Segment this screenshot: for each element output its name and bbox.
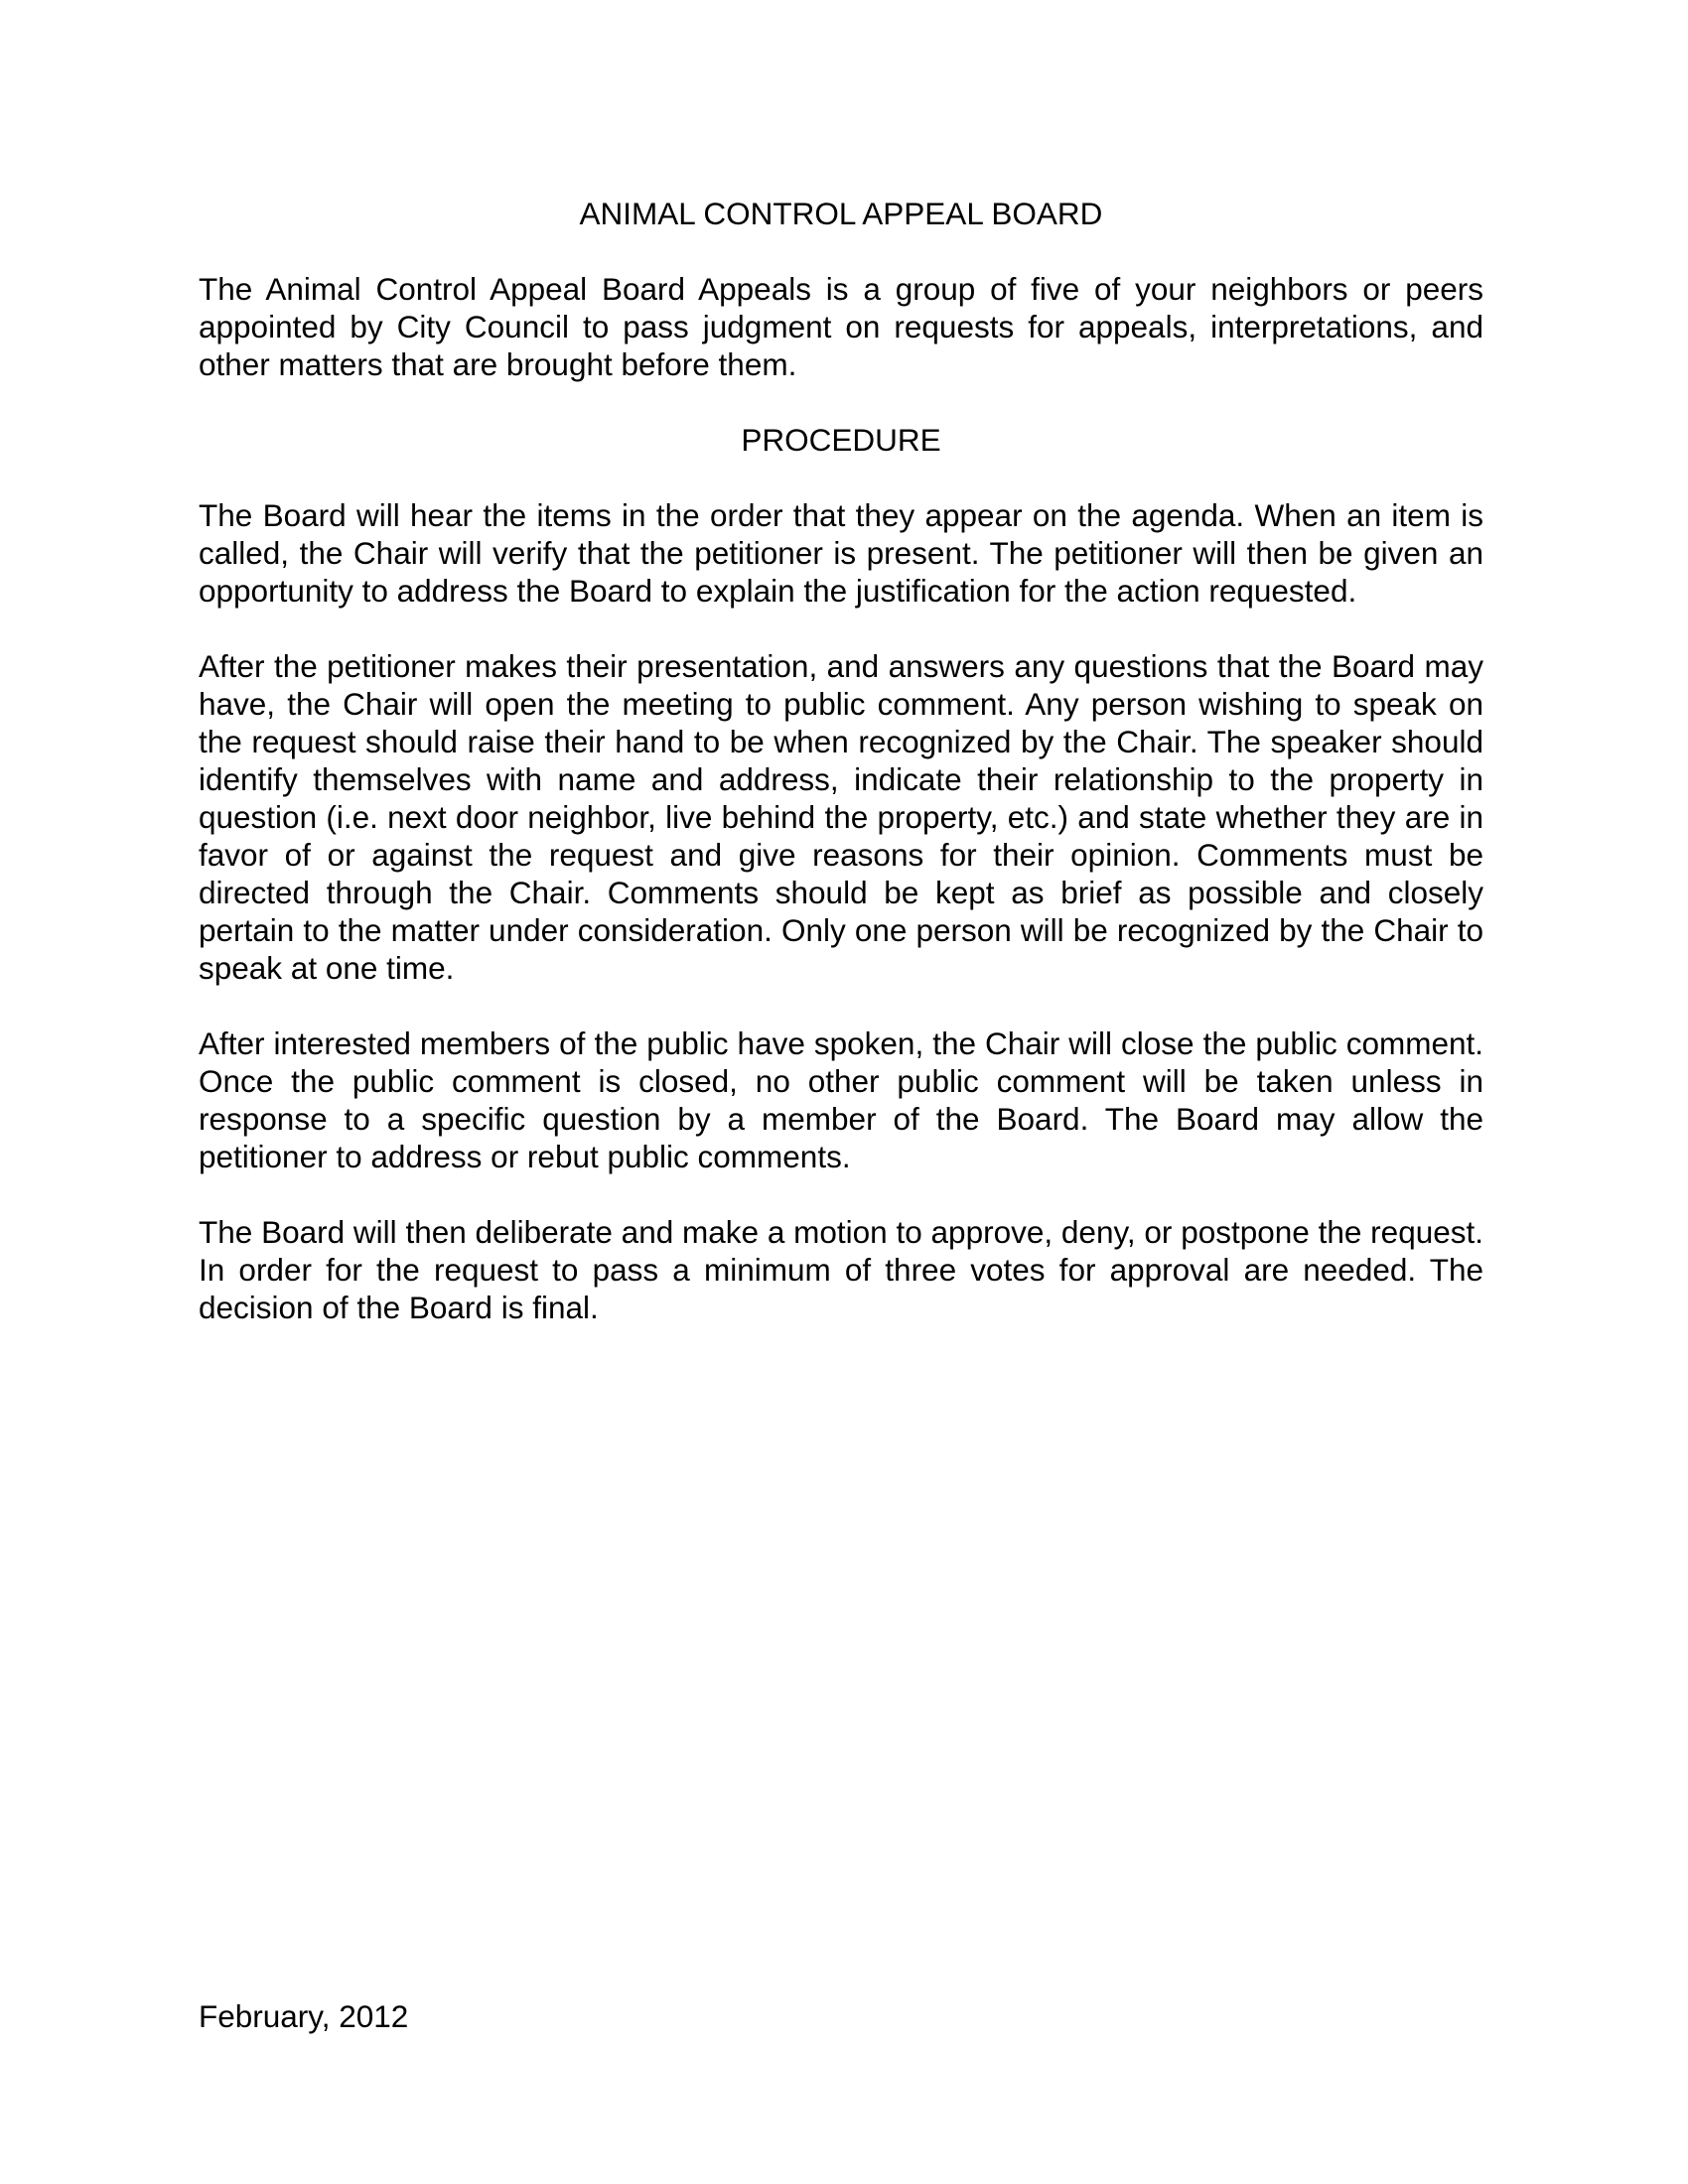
procedure-paragraph-public-comment: After the petitioner makes their presentation, and answers any questions that the Board may have, the Chair will open the meeting to public comment. Any person wishing to speak on the request should raise their hand to be when recognized by the Chair. The speaker should identify themselves with name and address, indicate their relationship to the property in question (i.e. next door neighbor, live behind the property, etc.) and state whether they are in favor of or against the request and give reasons for their opinion. Comments must be directed through the Chair. Comments should be kept as brief as possible and closely pertain to the matter under consideration. Only one person will be recognized by the Chair to speak at one time. xyxy=(199,648,1483,986)
procedure-paragraph-close-comment: After interested members of the public have spoken, the Chair will close the public comment. Once the public comment is closed, no other public comment will be taken unless in response to a specific question by a member of the Board. The Board may allow the petitioner to address or rebut public comments. xyxy=(199,1025,1483,1174)
procedure-paragraph-order: The Board will hear the items in the order that they appear on the agenda. When an item is called, the Chair will verify that the petitioner is present. The petitioner will then be given an opportunity to address the Board to explain the justification for the action requested. xyxy=(199,497,1483,609)
procedure-heading: PROCEDURE xyxy=(741,422,941,458)
document-title: ANIMAL CONTROL APPEAL BOARD xyxy=(579,196,1103,231)
intro-paragraph: The Animal Control Appeal Board Appeals is a group of five of your neighbors or peers appointed by City Council to pass judgment on requests for appeals, interpretations, and other matters that are brought before them. xyxy=(199,271,1483,382)
footer-date: February, 2012 xyxy=(199,1998,409,2034)
procedure-paragraph-deliberation: The Board will then deliberate and make a motion to approve, deny, or postpone the request. In order for the request to pass a minimum of three votes for approval are needed. The decision of the Board is final. xyxy=(199,1214,1483,1325)
document-body xyxy=(199,195,1483,1364)
